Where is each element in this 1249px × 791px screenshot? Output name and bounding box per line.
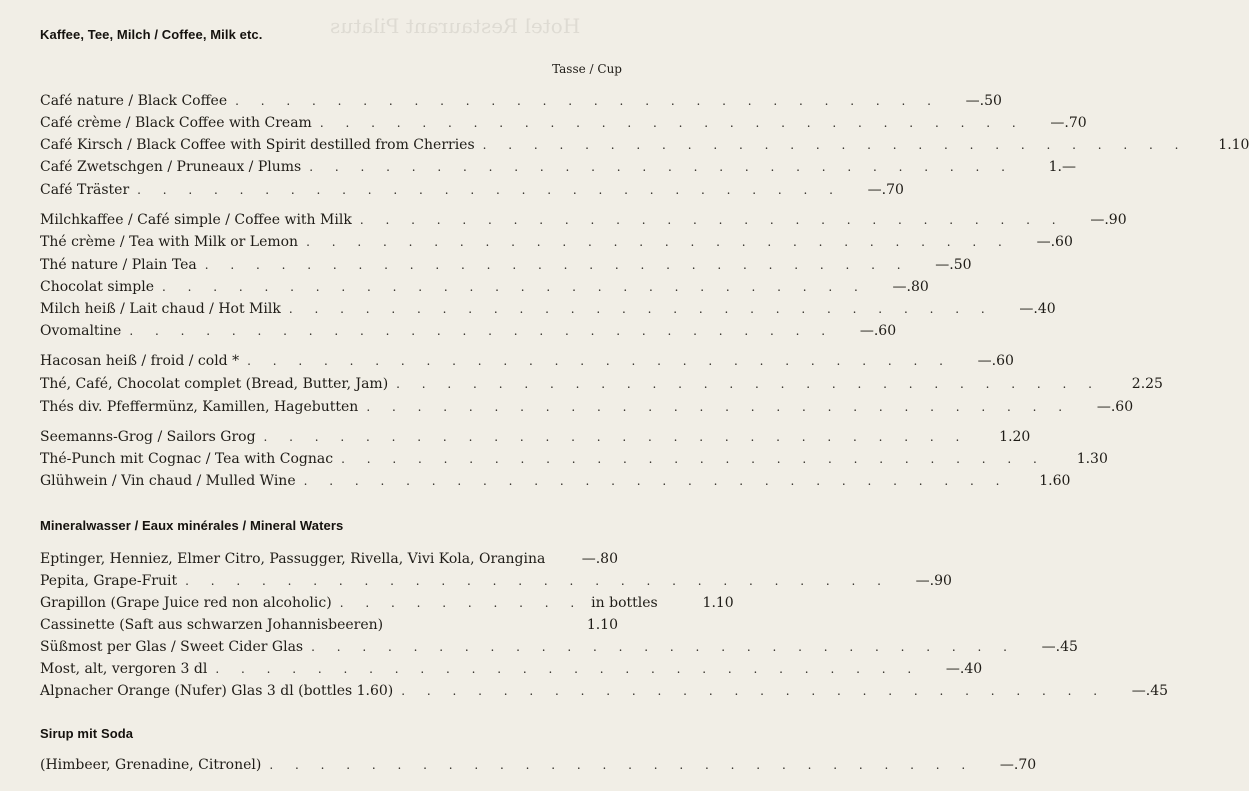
menu-item	[40, 352, 1014, 370]
menu-item	[40, 136, 1249, 154]
menu-item	[40, 398, 1134, 416]
item-price: —.80	[892, 279, 929, 295]
item-price: —.80	[581, 551, 618, 567]
menu-item	[40, 660, 983, 678]
dot-leader: . . . . . . . . . . . . . . . . . . . . . . . . . . . .	[215, 662, 921, 676]
dot-leader: . . . . . . . . . . . . . . . . . . . . . . . . . . . .	[247, 354, 952, 368]
item-name: Cassinette (Saft aus schwarzen Johannisbeeren)	[40, 617, 384, 633]
menu-item	[40, 233, 1073, 251]
item-price: —.60	[1036, 234, 1073, 250]
item-name: Milch heiß / Lait chaud / Hot Milk	[40, 301, 281, 317]
dot-leader: . . . . . . . . . . . . . . . . . . . . . . . . . . . .	[137, 183, 842, 197]
dot-leader: . . . . . . . . . . . . . . . . . . . . . . . . . . . .	[319, 116, 1025, 130]
dot-leader: . . . . . . . . . . . . . . . . . . . . . . . . . . . .	[204, 258, 910, 272]
section-heading-coffee: Kaffee, Tee, Milch / Coffee, Milk etc.	[40, 27, 263, 42]
item-price: —.90	[915, 573, 952, 589]
dot-leader: . . . . . . . . . .	[339, 596, 584, 610]
dot-leader: . . . . . . . . . . . . . . . . . . . . . . . . . . . .	[235, 94, 940, 108]
menu-item	[40, 572, 952, 590]
item-price: 1.60	[1039, 473, 1071, 489]
menu-item	[40, 114, 1087, 132]
item-price: —.70	[1050, 115, 1087, 131]
dot-leader: . . . . . . . . . . . . . . . . . . . . . . . . . . . .	[366, 400, 1072, 414]
menu-item	[40, 181, 904, 199]
menu-item	[40, 472, 1071, 490]
dot-leader: . . . . . . . . . . . . . . . . . . . . . . . . . . . .	[129, 324, 835, 338]
item-name: Chocolat simple	[40, 279, 154, 295]
item-price: 1.10	[1218, 137, 1249, 153]
item-price: —.70	[867, 182, 904, 198]
menu-item	[40, 375, 1163, 393]
item-name: Thé nature / Plain Tea	[40, 257, 197, 273]
item-name: Thé, Café, Chocolat complet (Bread, Butter, Jam)	[40, 376, 389, 392]
show-through-texture: Hotel Restaurant Pilatus	[330, 14, 581, 38]
item-price: 1.20	[999, 429, 1031, 445]
dot-leader: . . . . . . . . . . . . . . . . . . . . . . . . . . . .	[185, 574, 890, 588]
item-name: Hacosan heiß / froid / cold *	[40, 353, 240, 369]
item-name: Seemanns-Grog / Sailors Grog	[40, 429, 256, 445]
item-name: (Himbeer, Grenadine, Citronel)	[40, 757, 262, 773]
item-name: Café crème / Black Coffee with Cream	[40, 115, 312, 131]
item-note: in bottles	[591, 595, 658, 611]
dot-leader: . . . . . . . . . . . . . . . . . . . . . . . . . . . .	[263, 430, 969, 444]
item-price: —.45	[1131, 683, 1169, 699]
item-name: Café nature / Black Coffee	[40, 93, 228, 109]
menu-item	[40, 428, 1031, 446]
section-heading-sirup: Sirup mit Soda	[40, 726, 134, 741]
column-header-cup: Tasse / Cup	[552, 62, 622, 76]
item-name: Alpnacher Orange (Nufer) Glas 3 dl (bottles 1.60)	[40, 683, 394, 699]
menu-item	[40, 300, 1056, 318]
menu-item	[40, 638, 1078, 656]
item-price: 1.10	[586, 617, 618, 633]
item-price: —.40	[1019, 301, 1056, 317]
dot-leader: . . . . . . . . . . . . . . . . . . . . . . . . . . . .	[341, 452, 1046, 466]
item-name: Eptinger, Henniez, Elmer Citro, Passugger, Rivella, Vivi Kola, Orangina	[40, 551, 546, 567]
dot-leader: . . . . . . . . . . . . . . . . . . . . . . . . . . . .	[359, 213, 1065, 227]
item-name: Milchkaffee / Café simple / Coffee with Milk	[40, 212, 352, 228]
menu-item	[40, 682, 1169, 700]
menu-item	[40, 322, 897, 340]
dot-leader: . . . . . . . . . . . . . . . . . . . . . . . . . . . .	[482, 138, 1188, 152]
dot-leader: . . . . . . . . . . . . . . . . . . . . . . . . . . . .	[303, 474, 1009, 488]
dot-leader: . . . . . . . . . . . . . . . . . . . . . . . . . . . .	[306, 235, 1011, 249]
item-name: Ovomaltine	[40, 323, 122, 339]
dot-leader: . . . . . . . . . . . . . . . . . . . . . . . . . . . .	[288, 302, 994, 316]
item-price: —.50	[935, 257, 972, 273]
item-name: Thé crème / Tea with Milk or Lemon	[40, 234, 299, 250]
menu-item	[40, 158, 1076, 176]
item-name: Pepita, Grape-Fruit	[40, 573, 178, 589]
menu-item	[40, 550, 618, 568]
item-price: —.45	[1041, 639, 1078, 655]
item-price: 1.30	[1076, 451, 1108, 467]
menu-item	[40, 756, 1037, 774]
dot-leader: . . . . . . . . . . . . . . . . . . . . . . . . . . . .	[162, 280, 867, 294]
item-price: —.60	[1096, 399, 1134, 415]
item-name: Most, alt, vergoren 3 dl	[40, 661, 208, 677]
item-price: 2.25	[1131, 376, 1163, 392]
item-price: —.60	[977, 353, 1014, 369]
section-heading-mineral-waters: Mineralwasser / Eaux minérales / Mineral Waters	[40, 518, 344, 533]
item-name: Café Träster	[40, 182, 130, 198]
item-price: —.70	[999, 757, 1037, 773]
item-name: Café Zwetschgen / Pruneaux / Plums	[40, 159, 302, 175]
menu-item	[40, 92, 1002, 110]
item-name: Thés div. Pfeffermünz, Kamillen, Hagebutten	[40, 399, 359, 415]
item-price: 1.10	[702, 595, 734, 611]
item-price: —.90	[1090, 212, 1127, 228]
menu-item	[40, 450, 1108, 468]
item-name: Thé-Punch mit Cognac / Tea with Cognac	[40, 451, 334, 467]
dot-leader: . . . . . . . . . . . . . . . . . . . . . . . . . . . .	[396, 377, 1101, 391]
menu-item	[40, 211, 1127, 229]
menu-item	[40, 256, 972, 274]
dot-leader: . . . . . . . . . . . . . . . . . . . . . . . . . . . .	[309, 160, 1014, 174]
dot-leader: . . . . . . . . . . . . . . . . . . . . . . . . . . . .	[311, 640, 1016, 654]
item-price: —.50	[965, 93, 1002, 109]
dot-leader: . . . . . . . . . . . . . . . . . . . . . . . . . . . .	[269, 758, 975, 772]
item-name: Süßmost per Glas / Sweet Cider Glas	[40, 639, 304, 655]
menu-item	[40, 278, 929, 296]
menu-item	[40, 594, 734, 612]
item-price: 1.—	[1048, 159, 1076, 175]
dot-leader: . . . . . . . . . . . . . . . . . . . . . . . . . . . .	[401, 684, 1107, 698]
item-price: —.60	[859, 323, 897, 339]
item-name: Grapillon (Grape Juice red non alcoholic)	[40, 595, 332, 611]
item-name: Glühwein / Vin chaud / Mulled Wine	[40, 473, 296, 489]
menu-item	[40, 616, 618, 634]
item-name: Café Kirsch / Black Coffee with Spirit destilled from Cherries	[40, 137, 475, 153]
item-price: —.40	[945, 661, 983, 677]
